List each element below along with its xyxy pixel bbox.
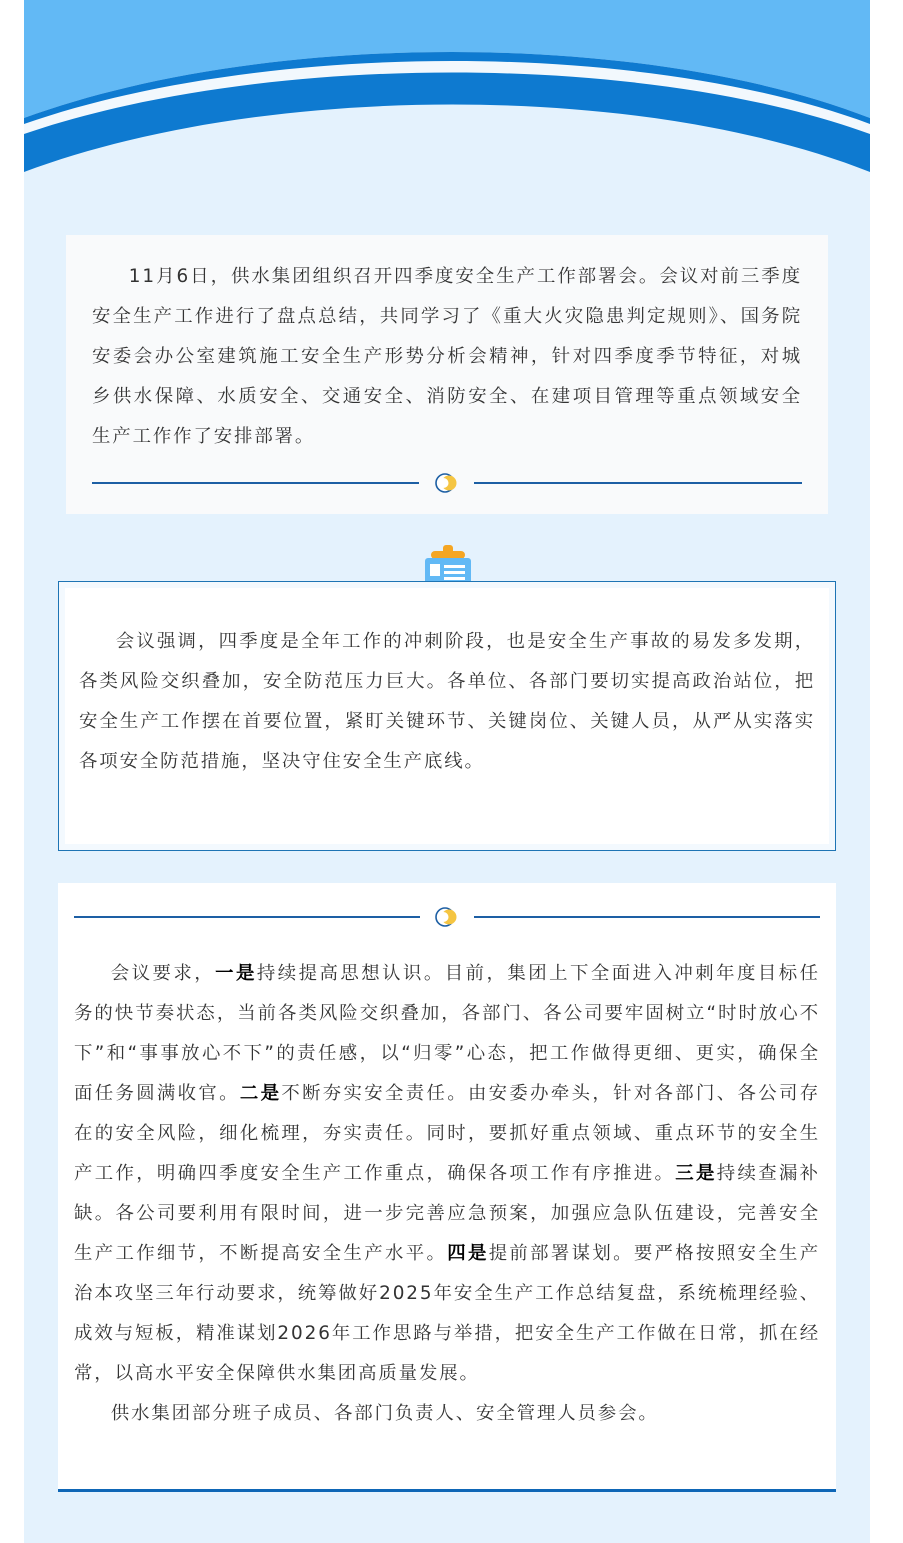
emphasis-card-inner [65,588,829,844]
requirements-text [74,954,820,1434]
section-divider [92,469,802,497]
emphasis-card [58,581,836,851]
item4-label: 四是 [447,1243,489,1264]
requirements-lead: 会议要求， [110,963,216,984]
item3-text: 持续查漏补缺。各公司要利用有限时间，进一步完善应急预案，加强应急队伍建设，完善安全生产工作细节，不断提高安全生产水平。 [74,1163,820,1264]
section-divider [74,903,820,931]
divider-line-right [474,482,802,484]
divider-line-right [474,916,820,918]
intro-card [66,235,828,514]
item2-text: 不断夯实安全责任。由安委办牵头，针对各部门、各公司存在的安全风险，细化梳理，夯实责任。同时，要抓好重点领域、重点环节的安全生产工作，明确四季度安全生产工作重点，确保各项工作有序推进。 [74,1083,820,1184]
item4-text: 提前部署谋划。要严格按照安全生产治本攻坚三年行动要求，统筹做好2025年安全生产工作总结复盘，系统梳理经验、成效与短板，精准谋划2026年工作思路与举措，把安全生产工作做在日常，抓在经常，以高水平安全保障供水集团高质量发展。 [74,1243,820,1384]
requirements-paragraph [74,954,820,1394]
double-circle-orb-icon [430,472,462,494]
divider-line-left [92,482,419,484]
divider-line-left [74,916,420,918]
intro-paragraph: 11月6日，供水集团组织召开四季度安全生产工作部署会。会议对前三季度安全生产工作进行了盘点总结，共同学习了《重大火灾隐患判定规则》、国务院安委会办公室建筑施工安全生产形势分析会精神，针对四季度季节特征，对城乡供水保障、水质安全、交通安全、消防安全、在建项目管理等重点领域安全生产工作作了安排部署。 [92,266,802,447]
emphasis-paragraph: 会议强调，四季度是全年工作的冲刺阶段，也是安全生产事故的易发多发期，各类风险交织叠加，安全防范压力巨大。各单位、各部门要切实提高政治站位，把安全生产工作摆在首要位置，紧盯关键环节、关键岗位、关键人员，从严从实落实各项安全防范措施，坚决守住安全生产底线。 [79,631,815,772]
attendees-paragraph: 供水集团部分班子成员、各部门负责人、安全管理人员参会。 [110,1403,659,1424]
item1-text: 持续提高思想认识。目前，集团上下全面进入冲刺年度目标任务的快节奏状态，当前各类风险交织叠加，各部门、各公司要牢固树立“时时放心不下”和“事事放心不下”的责任感，以“归零”心态，把工作做得更细、更实，确保全面任务圆满收官。 [74,963,820,1104]
item3-label: 三是 [675,1163,717,1184]
double-circle-orb-icon [430,906,462,928]
item1-label: 一是 [215,963,257,984]
requirements-card [58,883,836,1492]
item2-label: 二是 [239,1083,282,1104]
header-wave-banner [24,0,870,240]
